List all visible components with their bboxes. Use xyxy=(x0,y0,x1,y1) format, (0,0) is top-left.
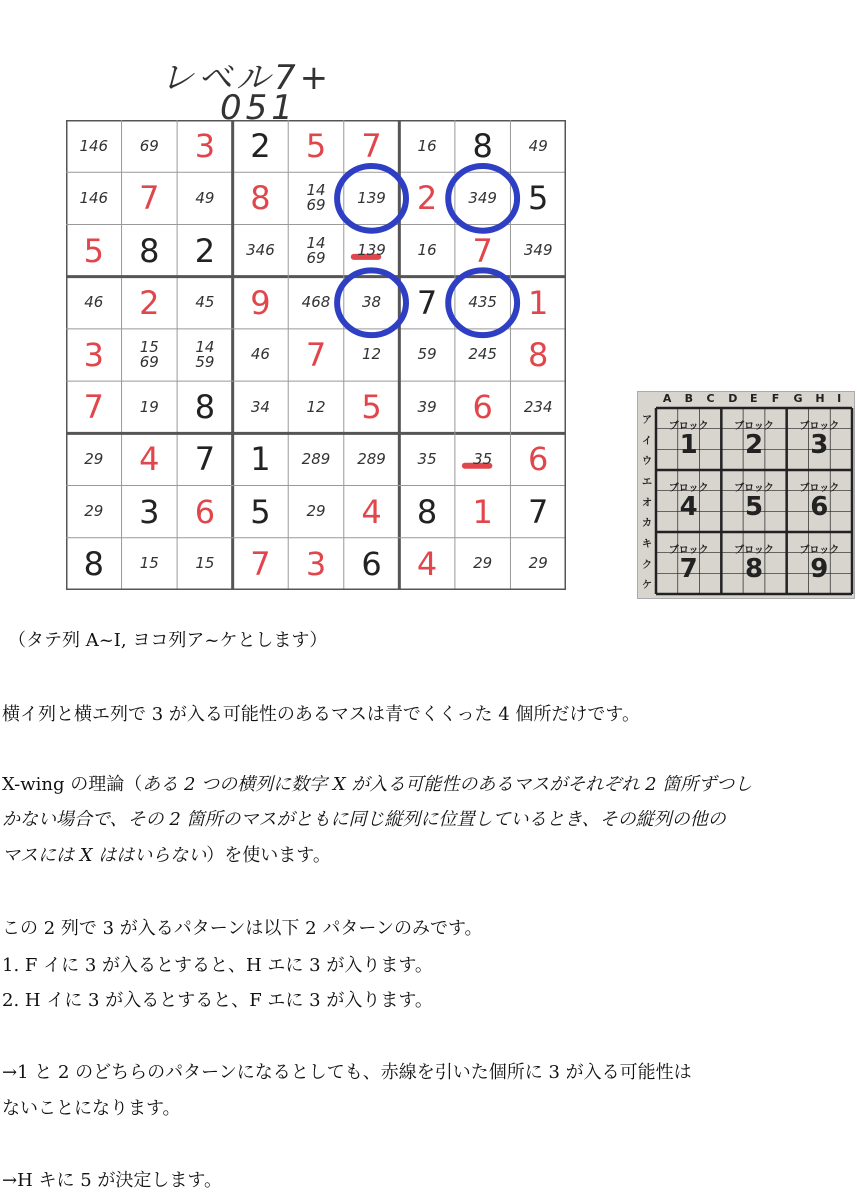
reference-row-label: ク xyxy=(642,559,652,571)
xwing-lead: X-wing の理論（ xyxy=(2,774,143,795)
reference-column-label: I xyxy=(837,392,842,405)
candidate-cell: 34 xyxy=(250,397,270,416)
reference-block-number: 7 xyxy=(679,553,698,584)
reference-column-label: B xyxy=(684,392,694,405)
candidate-cell: 46 xyxy=(84,293,104,312)
candidate-cell: 15 xyxy=(139,554,159,573)
xwing-def-part3: マスには X ははいらない xyxy=(2,845,207,866)
given-cell: 4 xyxy=(416,544,438,583)
candidate-cell: 39 xyxy=(417,397,437,416)
paragraph-conclusion-line1: →1 と 2 のどちらのパターンになるとしても、赤線を引いた個所に 3 が入る可能性は xyxy=(2,1062,692,1083)
reference-block-number: 1 xyxy=(679,429,698,460)
reference-block-number: 4 xyxy=(679,491,698,522)
given-cell: 8 xyxy=(194,388,216,427)
reference-column-label: G xyxy=(793,392,803,405)
candidate-cell: 435 xyxy=(468,293,497,312)
given-cell: 1 xyxy=(472,492,493,531)
reference-block-diagram xyxy=(637,391,855,599)
given-cell: 7 xyxy=(361,127,382,166)
reference-column-label: F xyxy=(771,392,780,405)
reference-row-label: キ xyxy=(642,539,652,550)
candidate-cell: 35 xyxy=(473,449,493,468)
candidate-cell: 15 xyxy=(195,554,215,573)
candidate-cell: 139 xyxy=(357,241,386,260)
reference-column-label: C xyxy=(706,392,715,405)
reference-row-label: ケ xyxy=(642,580,652,592)
given-cell: 4 xyxy=(139,440,160,479)
candidate-cell: 19 xyxy=(139,397,159,416)
reference-row-label: エ xyxy=(642,477,652,488)
given-cell: 2 xyxy=(194,231,216,270)
pattern-item-2: 2. H イに 3 が入るとすると、F エに 3 が入ります。 xyxy=(2,990,433,1011)
candidate-cell: 289 xyxy=(301,449,331,468)
given-cell: 6 xyxy=(472,388,493,427)
given-cell: 6 xyxy=(361,544,382,583)
given-cell: 7 xyxy=(250,544,271,583)
candidate-cell: 289 xyxy=(357,449,386,468)
candidate-cell: 14 69 xyxy=(306,181,326,215)
reference-block xyxy=(789,533,849,593)
given-cell: 8 xyxy=(472,127,493,166)
candidate-cell: 29 xyxy=(84,502,104,521)
reference-row-label: ウ xyxy=(642,456,652,468)
candidate-cell: 29 xyxy=(306,502,326,521)
candidate-cell: 29 xyxy=(84,449,104,468)
candidate-cell: 468 xyxy=(301,293,331,312)
candidate-cell: 59 xyxy=(417,345,437,364)
reference-column-label: A xyxy=(662,392,672,405)
candidate-cell: 146 xyxy=(79,136,109,155)
reference-block-number: 8 xyxy=(744,553,764,584)
given-cell: 3 xyxy=(305,544,327,583)
reference-block-label: ブロック xyxy=(799,482,840,494)
sudoku-grid xyxy=(66,120,566,590)
given-cell: 7 xyxy=(83,388,104,427)
paragraph-xwing-line3 xyxy=(2,841,331,867)
reference-block-label: ブロック xyxy=(734,544,774,556)
paragraph-xwing-line1 xyxy=(2,770,752,796)
given-cell: 7 xyxy=(194,440,216,479)
reference-block-number: 9 xyxy=(810,553,829,584)
given-cell: 8 xyxy=(416,492,438,531)
reference-block xyxy=(789,471,849,531)
given-cell: 5 xyxy=(83,231,104,270)
reference-row-label: イ xyxy=(642,435,652,447)
candidate-cell: 16 xyxy=(417,136,437,155)
candidate-cell: 12 xyxy=(306,397,326,416)
candidate-cell: 29 xyxy=(528,554,548,573)
given-cell: 8 xyxy=(83,544,104,583)
paragraph-patterns: この 2 列で 3 が入るパターンは以下 2 パターンのみです。 xyxy=(2,918,483,939)
given-cell: 7 xyxy=(416,283,438,322)
candidate-cell: 14 69 xyxy=(306,233,326,267)
candidate-cell: 38 xyxy=(361,293,382,312)
candidate-cell: 12 xyxy=(361,345,382,364)
reference-block xyxy=(789,409,849,469)
reference-block-number: 5 xyxy=(744,491,764,522)
given-cell: 7 xyxy=(472,231,493,270)
reference-block xyxy=(724,471,784,531)
reference-block-number: 3 xyxy=(810,429,829,460)
given-cell: 5 xyxy=(305,127,327,166)
candidate-cell: 349 xyxy=(468,188,497,207)
candidate-cell: 49 xyxy=(528,136,548,155)
candidate-cell: 245 xyxy=(468,345,497,364)
given-cell: 7 xyxy=(305,335,327,374)
paragraph-candidates: 横イ列と横エ列で 3 が入る可能性のあるマスは青でくくった 4 個所だけです。 xyxy=(2,704,640,725)
given-cell: 5 xyxy=(528,179,549,218)
candidate-cell: 15 69 xyxy=(139,337,159,371)
candidate-cell: 29 xyxy=(473,554,493,573)
coordinate-note: （タテ列 A~I, ヨコ列ア~ケとします） xyxy=(8,630,328,651)
reference-row-label: カ xyxy=(642,518,652,530)
given-cell: 8 xyxy=(528,335,549,374)
reference-block-label: ブロック xyxy=(668,420,709,432)
given-cell: 9 xyxy=(250,283,271,322)
reference-column-label: D xyxy=(728,392,738,405)
photo-title-level: レベル7+ xyxy=(160,58,333,98)
given-cell: 1 xyxy=(250,440,271,479)
given-cell: 6 xyxy=(194,492,216,531)
paragraph-conclusion-line2: ないことになります。 xyxy=(2,1098,181,1119)
reference-block xyxy=(724,409,784,469)
given-cell: 3 xyxy=(194,127,216,166)
reference-block-label: ブロック xyxy=(734,482,774,494)
given-cell: 3 xyxy=(139,492,160,531)
reference-block-label: ブロック xyxy=(799,420,840,432)
given-cell: 5 xyxy=(361,388,382,427)
candidate-cell: 14 59 xyxy=(195,337,215,371)
candidate-cell: 349 xyxy=(523,241,553,260)
paragraph-xwing-line2: かない場合で、その 2 箇所のマスがともに同じ縦列に位置しているとき、その縦列の他の xyxy=(2,809,726,830)
reference-block-label: ブロック xyxy=(668,544,709,556)
candidate-cell: 139 xyxy=(357,188,386,207)
pattern-item-1: 1. F イに 3 が入るとすると、H エに 3 が入ります。 xyxy=(2,955,433,976)
reference-block xyxy=(659,533,719,593)
candidate-cell: 346 xyxy=(246,241,275,260)
given-cell: 7 xyxy=(528,492,549,531)
candidate-cell: 234 xyxy=(523,397,553,416)
given-cell: 8 xyxy=(139,231,160,270)
reference-column-label: H xyxy=(815,392,825,405)
reference-block-label: ブロック xyxy=(799,544,840,556)
given-cell: 5 xyxy=(250,492,271,531)
given-cell: 2 xyxy=(139,283,160,322)
reference-row-label: ア xyxy=(642,415,652,426)
reference-block-label: ブロック xyxy=(668,482,709,494)
candidate-cell: 35 xyxy=(417,449,437,468)
reference-block xyxy=(659,409,719,469)
given-cell: 4 xyxy=(361,492,382,531)
given-cell: 8 xyxy=(250,179,271,218)
given-cell: 2 xyxy=(416,179,438,218)
reference-column-label: E xyxy=(750,392,758,405)
reference-block-number: 6 xyxy=(810,491,829,522)
xwing-tail: ）を使います。 xyxy=(206,845,331,866)
paragraph-result: →H キに 5 が決定します。 xyxy=(2,1170,222,1191)
xwing-def-part1: ある 2 つの横列に数字 X が入る可能性のあるマスがそれぞれ 2 箇所ずつし xyxy=(142,774,753,795)
candidate-cell: 46 xyxy=(250,345,270,364)
given-cell: 2 xyxy=(250,127,271,166)
candidate-cell: 45 xyxy=(195,293,215,312)
reference-block xyxy=(659,471,719,531)
candidate-cell: 69 xyxy=(139,136,159,155)
reference-block-label: ブロック xyxy=(734,420,774,432)
candidate-cell: 49 xyxy=(195,188,215,207)
given-cell: 3 xyxy=(83,335,104,374)
photo-title-number: 051 xyxy=(220,88,297,128)
given-cell: 7 xyxy=(139,179,160,218)
reference-block-number: 2 xyxy=(744,429,764,460)
reference-row-label: オ xyxy=(642,497,652,509)
candidate-cell: 16 xyxy=(417,241,437,260)
reference-block xyxy=(724,533,784,593)
given-cell: 1 xyxy=(528,283,549,322)
candidate-cell: 146 xyxy=(79,188,109,207)
given-cell: 6 xyxy=(528,440,549,479)
